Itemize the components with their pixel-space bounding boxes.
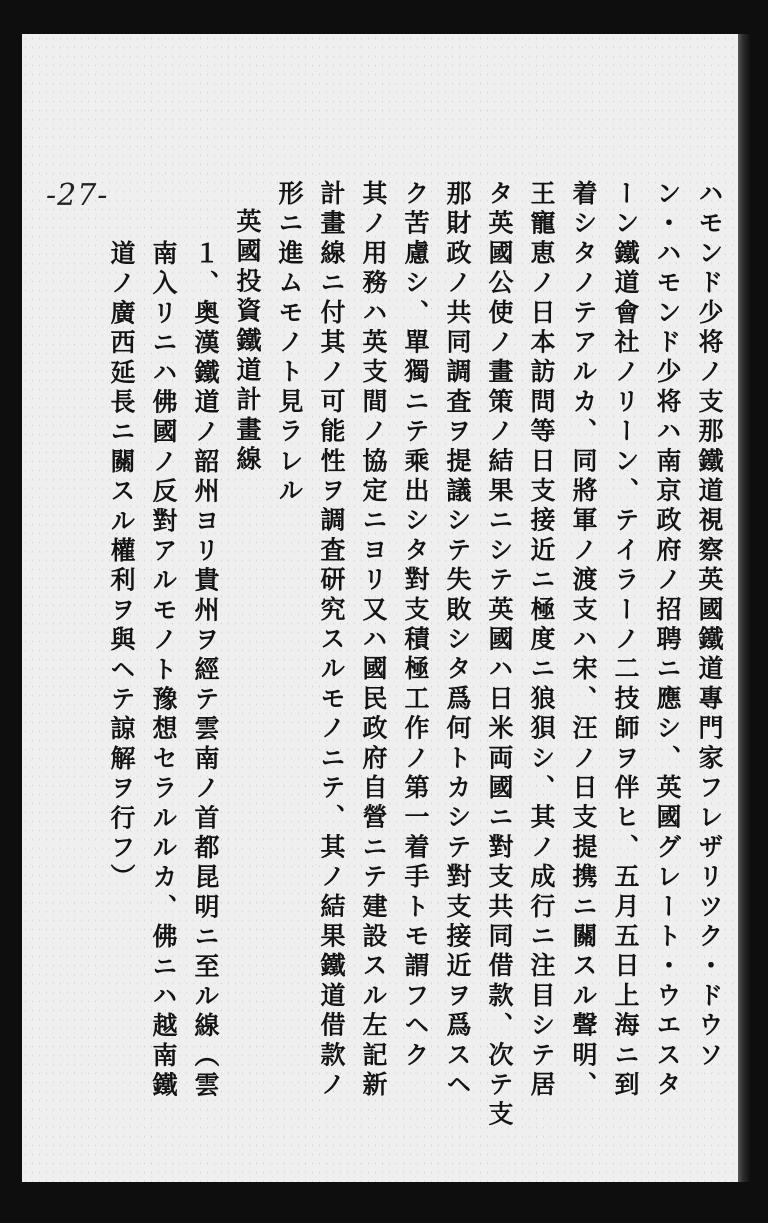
vertical-text-block: [90, 180, 730, 1131]
text-column: 其ノ用務ハ英支間ノ協定ニヨリ又ハ國民政府自營ニテ建設スル左記新: [359, 180, 388, 1101]
text-column: 計畫線ニ付其ノ可能性ヲ調査研究スルモノニテ、其ノ結果鐵道借款ノ: [317, 180, 346, 1101]
text-column: ク苦慮シ、單獨ニテ乘出シタ對支積極工作ノ第一着手トモ謂フヘク: [401, 180, 430, 1071]
book-spine: [738, 34, 750, 1182]
text-column: 那財政ノ共同調査ヲ提議シテ失敗シタ爲何トカシテ對支接近ヲ爲スヘ: [443, 180, 472, 1101]
text-column: ーン鐵道會社ノリーン、テイラーノ二技師ヲ伴ヒ、五月五日上海ニ到: [611, 180, 640, 1101]
list-item-continuation: 南入リニハ佛國ノ反對アルモノト豫想セラルルカ、佛ニハ越南鐵: [149, 240, 178, 1102]
text-column: ハモンド少将ノ支那鐵道視察英國鐵道專門家フレザリツク・ドウソ: [695, 180, 724, 1071]
text-column: 着シタノテアルカ、同將軍ノ渡支ハ宋、汪ノ日支提携ニ關スル聲明、: [569, 180, 598, 1101]
text-column: 形ニ進ムモノト見ラレル: [275, 180, 304, 507]
text-column: ン・ハモンド少将ハ南京政府ノ招聘ニ應シ、英國グレート・ウエスタ: [653, 180, 682, 1101]
list-item-continuation: 道ノ廣西延長ニ關スル權利ヲ與ヘテ諒解ヲ行フ）: [107, 240, 136, 894]
text-column: 王寵恵ノ日本訪問等日支接近ニ極度ニ狼狽シ、其ノ成行ニ注目シテ居: [527, 180, 556, 1101]
section-heading: 英國投資鐵道計畫線: [233, 208, 262, 476]
list-item: １、奥漢鐵道ノ韶州ヨリ貴州ヲ經テ雲南ノ首都昆明ニ至ル線（雲: [191, 240, 220, 1102]
page-number: -27-: [46, 178, 109, 213]
text-column: タ英國公使ノ畫策ノ結果ニシテ英國ハ日米両國ニ對支共同借款、次テ支: [485, 180, 514, 1131]
